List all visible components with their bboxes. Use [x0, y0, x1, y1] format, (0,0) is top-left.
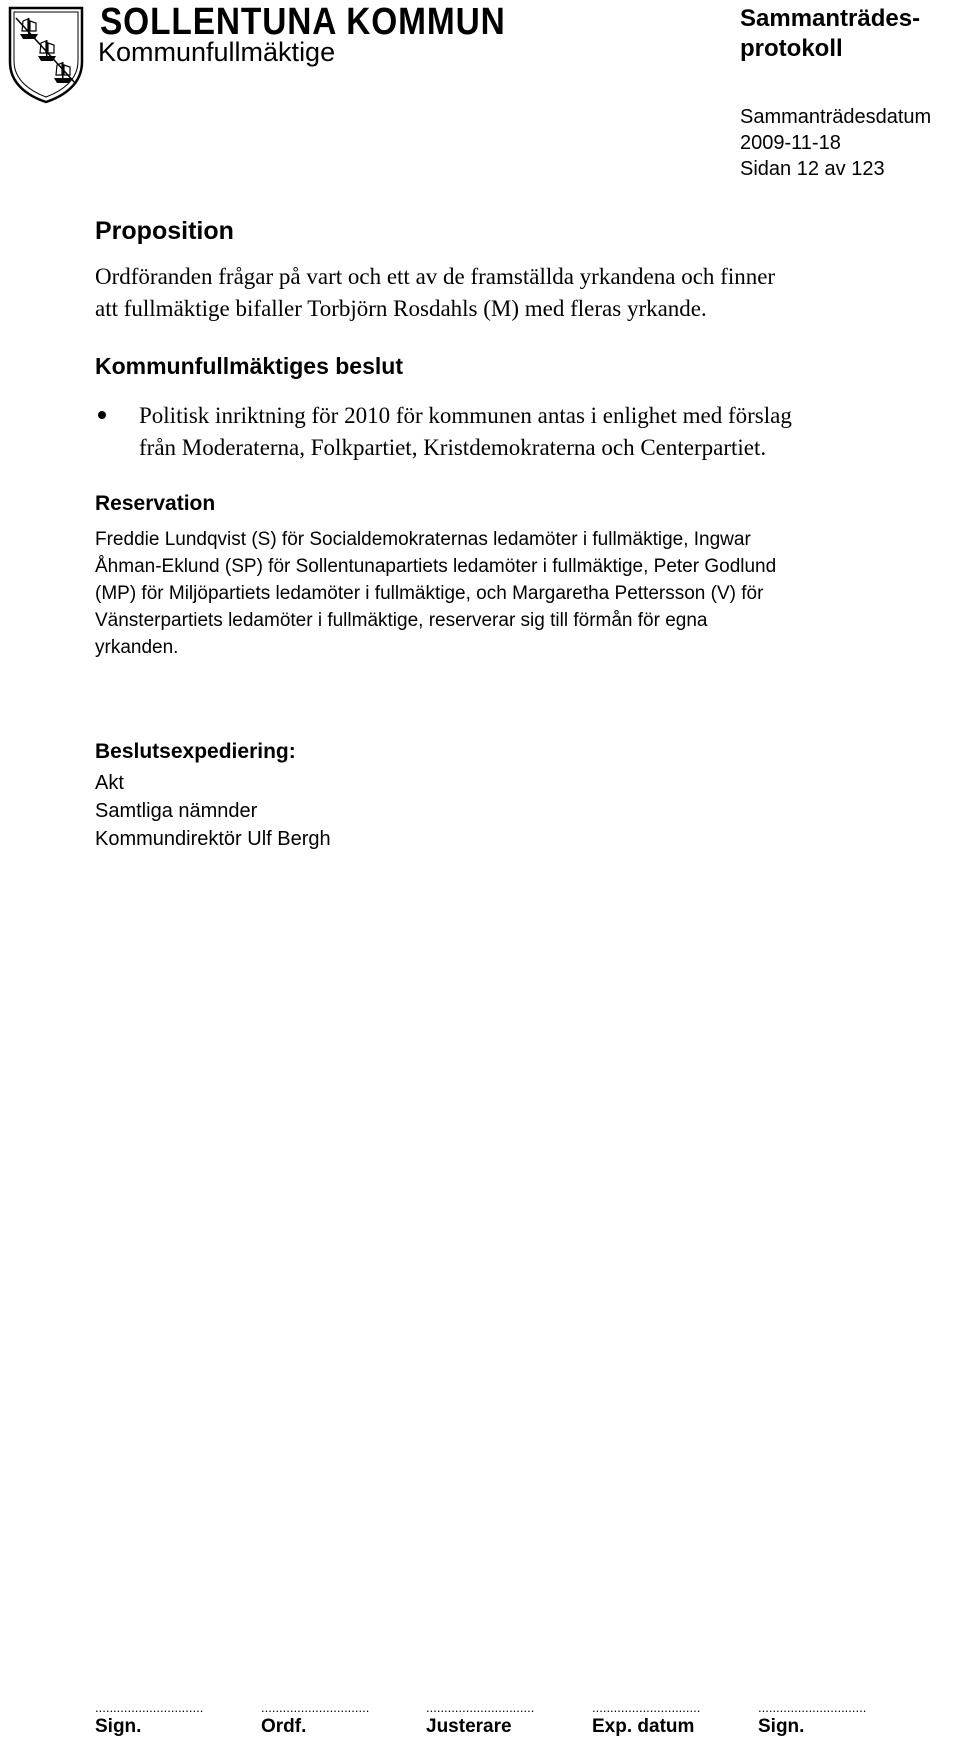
document-type — [740, 4, 950, 64]
page-number: Sidan 12 av 123 — [740, 158, 885, 180]
decision-bullet-text — [139, 400, 939, 464]
dispatch-recipients — [95, 769, 331, 853]
dispatch-recipient: Kommundirektör Ulf Bergh — [95, 828, 331, 850]
proposition-line: att fullmäktige bifaller Torbjörn Rosdahls (M) med fleras yrkande. — [95, 296, 707, 321]
proposition-text — [95, 261, 935, 325]
decision-line: från Moderaterna, Folkpartiet, Kristdemokraterna och Centerpartiet. — [139, 435, 767, 460]
signature-field-sign-1 — [95, 1701, 245, 1739]
signature-dotted-line: .............................. — [426, 1700, 535, 1715]
proposition-line: Ordföranden frågar på vart och ett av de framställda yrkandena och finner — [95, 264, 776, 289]
signature-label: Justerare — [426, 1716, 512, 1737]
reservation-heading: Reservation — [95, 492, 216, 515]
signature-field-adjuster — [426, 1701, 576, 1739]
signature-label: Ordf. — [261, 1716, 307, 1737]
signature-field-sign-2 — [758, 1701, 908, 1739]
signature-dotted-line: .............................. — [592, 1700, 701, 1715]
organization-name: SOLLENTUNA KOMMUN — [100, 1, 506, 43]
reservation-line: (MP) för Miljöpartiets ledamöter i fullmäktige, och Margaretha Pettersson (V) för — [95, 583, 764, 604]
proposition-heading: Proposition — [95, 217, 234, 245]
signature-label: Sign. — [758, 1716, 805, 1737]
municipal-crest-logo — [6, 4, 86, 104]
meeting-date: 2009-11-18 — [740, 132, 841, 154]
signature-dotted-line: .............................. — [261, 1700, 370, 1715]
document-type-line-1: Sammanträdes- — [740, 5, 921, 32]
decision-heading: Kommunfullmäktiges beslut — [95, 353, 403, 379]
meeting-date-label: Sammanträdesdatum — [740, 106, 932, 128]
reservation-line: yrkanden. — [95, 637, 179, 658]
reservation-text — [95, 526, 945, 661]
signature-field-exp-date — [592, 1701, 742, 1739]
decision-line: Politisk inriktning för 2010 för kommunen antas i enlighet med förslag — [139, 403, 792, 428]
signature-label: Sign. — [95, 1716, 142, 1737]
reservation-line: Åhman-Eklund (SP) för Sollentunapartiets ledamöter i fullmäktige, Peter Godlund — [95, 556, 777, 577]
dispatch-heading: Beslutsexpediering: — [95, 740, 296, 763]
dispatch-recipient: Samtliga nämnder — [95, 800, 258, 822]
reservation-line: Vänsterpartiets ledamöter i fullmäktige, reserverar sig till förmån för egna — [95, 610, 708, 631]
signature-dotted-line: .............................. — [95, 1700, 204, 1715]
document-type-line-2: protokoll — [740, 35, 843, 62]
signature-dotted-line: .............................. — [758, 1700, 867, 1715]
council-name: Kommunfullmäktige — [98, 37, 336, 67]
reservation-line: Freddie Lundqvist (S) för Socialdemokraternas ledamöter i fullmäktige, Ingwar — [95, 529, 751, 550]
signature-field-chair — [261, 1701, 411, 1739]
dispatch-recipient: Akt — [95, 772, 124, 794]
signature-label: Exp. datum — [592, 1716, 695, 1737]
bullet-icon — [98, 411, 106, 419]
